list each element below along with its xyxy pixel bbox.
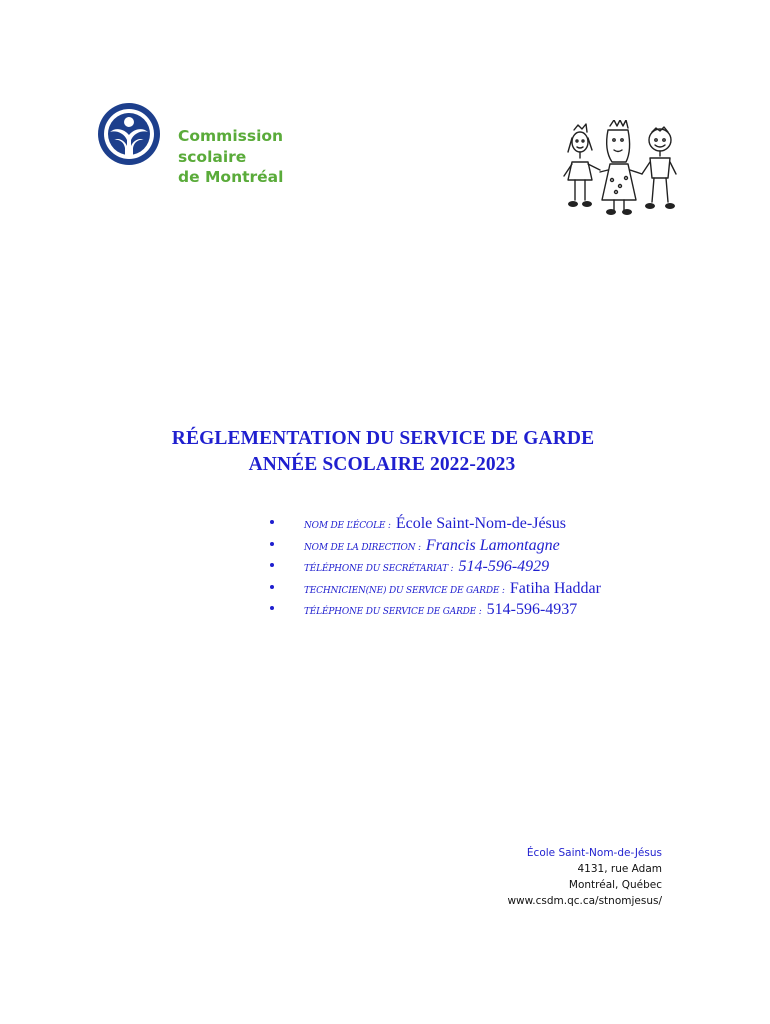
info-label: TÉLÉPHONE DU SERVICE DE GARDE : [304, 607, 482, 617]
logo-wordmark [178, 126, 283, 188]
info-label: TECHNICIEN(NE) DU SERVICE DE GARDE : [304, 585, 505, 596]
list-item [270, 535, 601, 557]
info-label: NOM DE L’ÉCOLE : [304, 521, 391, 531]
csdm-emblem-icon [96, 100, 166, 170]
school-info-list [270, 513, 601, 621]
logo-line-2: scolaire [178, 147, 247, 166]
info-label: NOM DE LA DIRECTION : [304, 542, 421, 553]
bullet-icon [270, 520, 274, 524]
bullet-icon [270, 606, 274, 610]
logo-line-3: de Montréal [178, 168, 284, 186]
logo-line-1: Commission [178, 127, 284, 145]
info-label: TÉLÉPHONE DU SECRÉTARIAT : [304, 564, 454, 574]
info-value: 514-596-4937 [486, 601, 578, 618]
list-item [270, 578, 601, 600]
address-city: Montréal, Québec [568, 879, 662, 891]
list-item [270, 513, 601, 535]
school-address [507, 845, 662, 909]
address-school-name: École Saint-Nom-de-Jésus [526, 847, 662, 859]
info-value: 514-596-4929 [458, 558, 550, 575]
info-value: École Saint-Nom-de-Jésus [395, 515, 567, 532]
info-value: Fatiha Haddar [509, 579, 601, 597]
list-item [270, 599, 601, 621]
info-value: Francis Lamontagne [425, 536, 560, 554]
list-item [270, 556, 601, 578]
address-website-link[interactable]: www.csdm.qc.ca/stnomjesus/ [507, 895, 662, 907]
csdm-logo [96, 100, 316, 190]
bullet-icon [270, 542, 274, 546]
address-street: 4131, rue Adam [577, 863, 662, 875]
children-drawing-icon [560, 120, 682, 218]
document-subtitle: ANNÉE SCOLAIRE 2022-2023 [248, 454, 516, 475]
bullet-icon [270, 563, 274, 567]
bullet-icon [270, 585, 274, 589]
document-title: RÉGLEMENTATION DU SERVICE DE GARDE [171, 428, 595, 449]
